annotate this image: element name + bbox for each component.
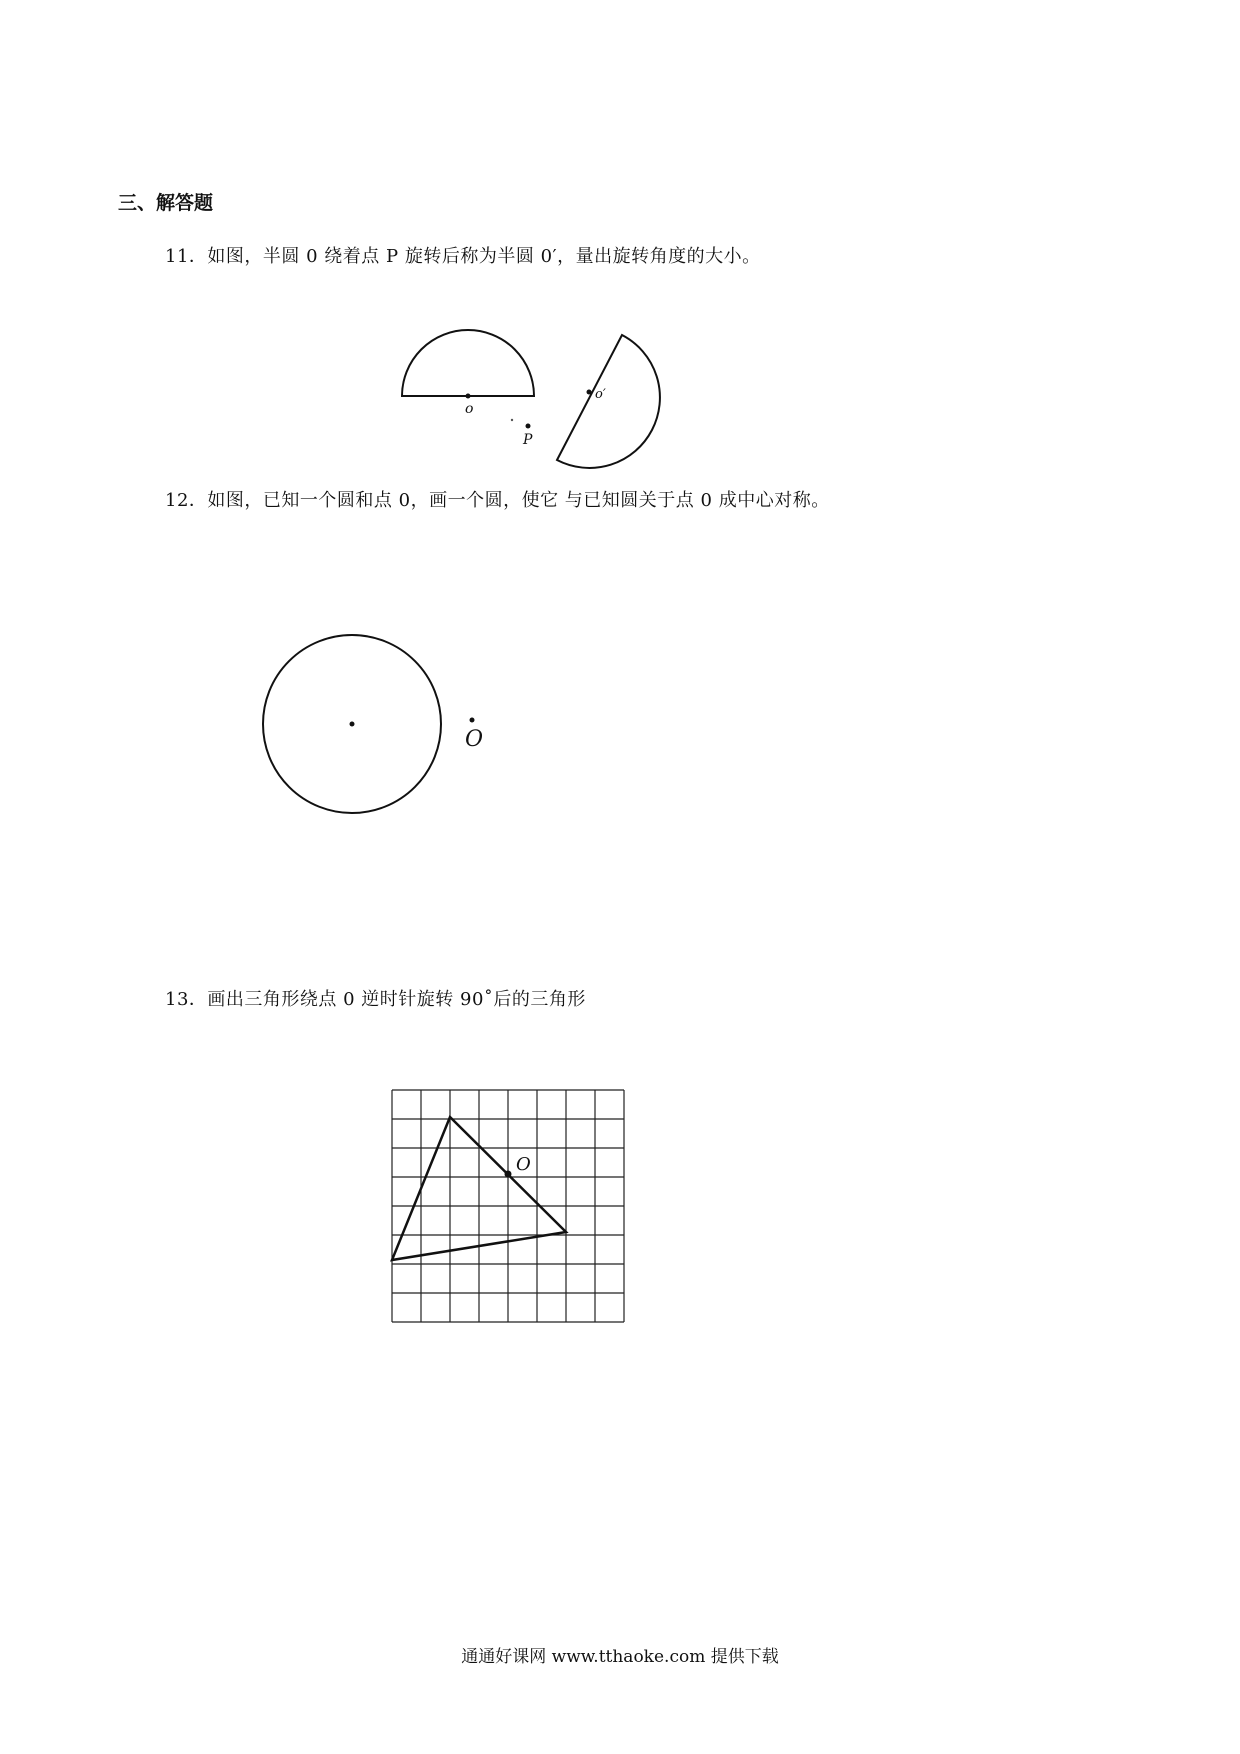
label-p: P [523,432,533,448]
footer-text: 通通好课网 www.tthaoke.com 提供下载 [461,1647,779,1667]
question-12-text: 12．如图，已知一个圆和点 0，画一个圆，使它 与已知圆关于点 0 成中心对称。 [165,490,830,511]
label-o-prime: o′ [595,387,606,402]
rotation-point-o [505,1171,512,1178]
label-o: o [465,401,474,417]
section-title: 三、解答题 [118,192,214,214]
label-o: O [465,727,484,752]
grid [392,1090,624,1322]
question-13-text: 13．画出三角形绕点 0 逆时针旋转 90˚后的三角形 [165,989,586,1010]
label-o: O [516,1154,531,1175]
question-11-text: 11．如图，半圆 0 绕着点 P 旋转后称为半圆 0′，量出旋转角度的大小。 [165,246,761,267]
